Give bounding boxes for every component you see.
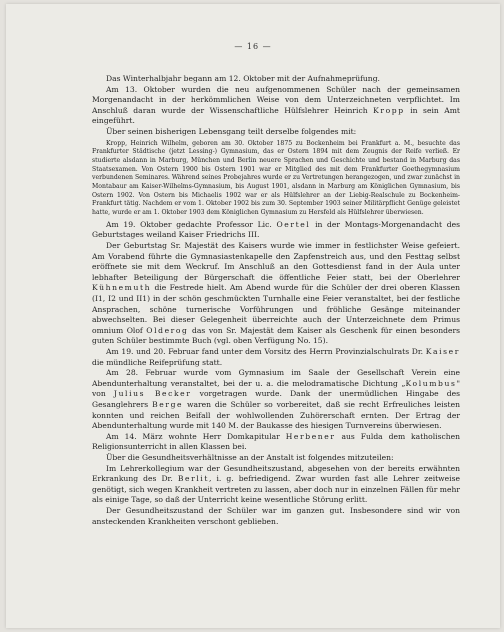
person-name-kaiser: Kaiser [425,347,460,357]
paragraph-lebensgang-intro: Über seinen bisherigen Lebensgang teilt derselbe folgendes mit: [106,126,357,136]
paragraph-gesundheit-intro: Über die Gesundheitsverhältnisse an der Anstalt ist folgendes mitzuteilen: [106,452,394,462]
text-run: die mündliche Reifeprüfung statt. [92,357,223,367]
text-run: Am 14. März wohnte Herr Domkapitular [106,431,280,441]
person-name-berge: Berge [152,399,184,409]
paragraph-herbener [92,432,460,453]
person-name-berlit: Berlit [177,474,210,484]
text-run: waren die Schüler so vorbereitet, daß sie recht Erfreuliches leisten konnten und reichen Beifall der wohlwollenden Zuhörerschaft ernten. Der Ertrag der Abendunterhaltung wurde mit 140 M. der Baukasse des hiesigen Turnvereins überwiesen. [92,399,460,431]
paragraph-lehrerkollegium [92,464,460,506]
text-run: in der Montags-Morgenandacht des Geburtstages weiland Kaiser Friedrichs III. [92,219,461,240]
text-run: , i. g. befriedigend. Zwar wurden fast alle Lehrer zeitweise genötigt, sich wegen Krankheit vertreten zu lassen, aber doch nur in einzelnen Fällen für mehr als einige Tage, so daß der Unterricht keine wesentliche Störung erlitt. [92,474,460,505]
paragraph-winterhalbjahr: Das Winterhalbjahr begann am 12. Oktober mit der Aufnahmeprüfung. [106,74,380,83]
text-run: " von [92,378,460,399]
text-run: vorgetragen wurde. Dank der unermüdlichen Hingabe des Gesanglehrers [92,389,460,409]
biography-kropp: Kropp, Heinrich Wilhelm, geboren am 30. Oktober 1875 zu Bockenheim bei Frankfurt a. M., besuchte das Frankfurter Städtische (jetzt Lessing-) Gymnasium, das er Ostern 1894 mit dem Zeugnis der Reife verließ. Er studierte alsdann in Marburg, München und Berlin neuere Sprachen und Geschichte und bestand in Marburg das Staatsexamen. Von Ostern 1900 bis Ostern 1901 war er Mitglied des mit dem Frankfurter Goethegymnasium verbundenen Seminares. Während seines Probejahres wurde er zu Vertretungen herangezogen, und zwar zunächst in Montabaur am Kaiser-Wilhelms-Gymnasium, bis August 1901, alsdann in Marburg am Königlichen Gymnasium, bis Ostern 1902. Von Ostern bis Michaelis 1902 war er als Hülfslehrer an der Liebig-Realschule zu Bockenheim-Frankfurt tätig. Nachdem er vom 1. Oktober 1902 bis zum 30. September 1903 seiner Militärpflicht Genüge geleistet hatte, wurde er am 1. Oktober 1903 dem Königlichen Gymnasium zu Hersfeld als Hülfslehrer überwiesen. [92,139,460,217]
text-run: Im Lehrerkollegium war der Gesundheitszustand, abgesehen von der bereits erwähnten Erkrankung des Dr. [92,463,460,484]
document-page [6,4,500,628]
text-run: aus Fulda dem katholischen Religionsunterricht in allen Klassen bei. [92,431,460,452]
page-body [92,74,460,527]
text-run: die Festrede hielt. Am Abend wurde für die Schüler der drei oberen Klassen (I1, I2 und II1) in der schön geschmückten Turnhalle eine Feier veranstaltet, bei der festliche Ansprachen, schöne turnerische Vorführungen und fröhliche Gesänge miteinander abwechselten. Bei dieser Gelegenheit überreichte auch der Unterzeichnete dem Primus omnium Olof [92,283,461,335]
work-title-kolumbus: Kolumbus [405,378,457,388]
text-run: in sein Amt eingeführt. [92,105,460,126]
text-run: Am 19. und 20. Februar fand unter dem Vorsitz des Herrn Provinzialschulrats Dr. [106,347,424,357]
paragraph-schueler-gesundheit: Der Gesundheitszustand der Schüler war im ganzen gut. Insbesondere sind wir von ansteckenden Krankheiten verschont geblieben. [92,505,460,526]
text-run: Am 28. Februar wurde vom Gymnasium im Saale der Gesellschaft Verein eine Abendunterhaltung veranstaltet, bei der u. a. die melodramatische Dichtung „ [92,368,460,388]
person-name-herbener: Herbener [285,431,336,441]
paragraph-oertel [92,220,460,241]
text-run: das von Sr. Majestät dem Kaiser als Geschenk für einen besonders guten Schüler bestimmte Buch (vgl. oben Verfügung No. 15). [92,325,460,346]
person-name-kropp: Kropp [373,105,405,115]
paragraph-verpflichtung [92,85,460,127]
text-run: Am 19. Oktober gedachte Professor Lic. [106,219,272,229]
page-number: — 16 — [234,42,272,51]
person-name-olderog: Olderog [146,325,189,335]
text-run: Der Geburtstag Sr. Majestät des Kaisers wurde wie immer in festlichster Weise gefeiert. Am Vorabend führte die Gymnasiastenkapelle den Zapfenstreich aus, und den Festtag selbst eröffnete sie mit dem Weckruf. Im Anschluß an den Gottesdienst fand in der Aula unter lebhafter Beteiligung der Bürgerschaft die öffentliche Feier statt, bei der Oberlehrer [92,241,460,282]
person-name-oertel: Oertel [276,219,311,229]
paragraph-abendunterhaltung [92,368,460,432]
paragraph-reifepruefung [92,347,460,368]
person-name-becker: Julius Becker [113,389,192,399]
person-name-kuehnemuth: Kühnemuth [92,283,152,293]
text-run: Am 13. Oktober wurden die neu aufgenommenen Schüler nach der gemeinsamen Morgenandacht in der herkömmlichen Weise von dem Unterzeichneten verpflichtet. Im Anschluß daran wurde der Wissenschaftliche Hülfslehrer Heinrich [92,84,460,115]
paragraph-kaisersgeburtstag [92,241,460,347]
